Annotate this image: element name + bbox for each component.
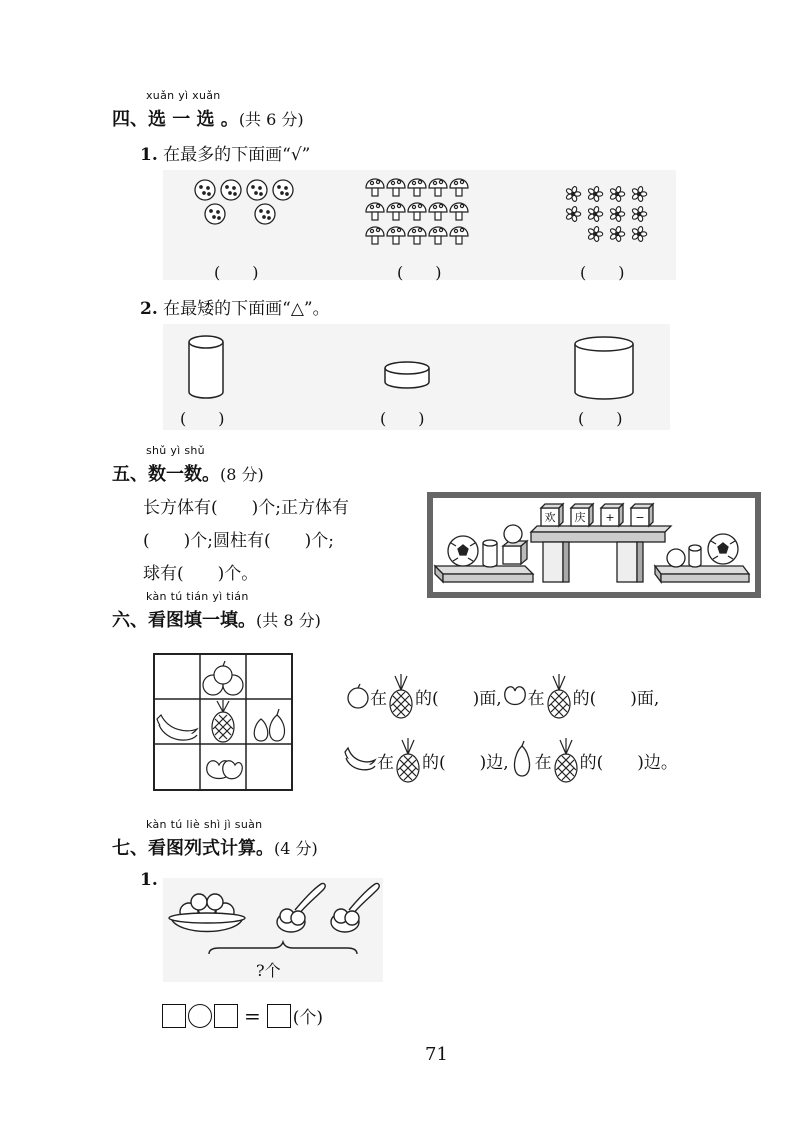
sec5-line-3: 球有( )个。	[143, 564, 259, 584]
answer-box-1[interactable]	[162, 1004, 186, 1028]
q1-blank-3[interactable]: ( )	[580, 263, 625, 282]
soccer-ball-right-icon	[708, 534, 738, 564]
shelf-picture	[433, 498, 755, 592]
sec7-heading	[112, 834, 318, 860]
sec5-heading	[112, 460, 264, 486]
sec4-heading	[112, 105, 304, 131]
sec5-score: (8 分)	[220, 465, 264, 484]
mushroom-icon	[450, 227, 468, 244]
flower-icon	[565, 186, 580, 202]
pear-icon	[509, 740, 535, 780]
flower-icon	[587, 206, 602, 222]
peach-icon	[502, 683, 528, 709]
flower-icon	[609, 206, 624, 222]
sec6-heading	[112, 606, 321, 632]
mushroom-icon	[408, 203, 426, 220]
bowl-with-balls-icon	[169, 894, 245, 932]
tall-cylinder-icon	[189, 336, 223, 398]
block-label-4: −	[635, 511, 645, 524]
sec6-row1-a: 在	[370, 688, 387, 709]
mushroom-icon	[387, 227, 405, 244]
mushroom-icon	[429, 203, 447, 220]
sec6-row2-a: 在	[377, 752, 394, 773]
sec6-pinyin: kàn tú tián yì tián	[146, 590, 249, 603]
sec6-row1-b[interactable]: 的( )面,	[415, 688, 502, 709]
q1-blank-1[interactable]: ( )	[214, 263, 259, 282]
wide-cylinder-icon	[575, 337, 633, 399]
operator-circle[interactable]	[188, 1004, 212, 1028]
q1-blank-2[interactable]: ( )	[397, 263, 442, 282]
flower-group-icon	[565, 186, 646, 242]
sec4-q1	[140, 140, 310, 165]
sec4-q2	[140, 294, 330, 319]
flower-icon	[631, 226, 646, 242]
sec4-q2-text: 在最矮的下面画“△”。	[163, 299, 330, 319]
left-board-icon	[435, 566, 533, 582]
q2-blank-3[interactable]: ( )	[578, 409, 623, 428]
sec6-row-1	[346, 672, 659, 720]
sec7-title: 七、看图列式计算。	[112, 838, 274, 859]
sec6-score: (共 8 分)	[256, 611, 321, 630]
right-board-icon	[655, 566, 749, 582]
sec4-q2-num: 2.	[140, 299, 158, 319]
mushroom-icon	[408, 227, 426, 244]
sec5-pinyin: shǔ yì shǔ	[146, 444, 205, 457]
sec6-title: 六、看图填一填。	[112, 610, 256, 631]
short-cylinder-icon	[385, 362, 429, 388]
mushroom-icon	[429, 227, 447, 244]
banana-icon	[343, 746, 377, 774]
equation-row	[162, 1003, 323, 1028]
block-label-1: 欢	[544, 511, 556, 524]
ball-icon	[667, 549, 685, 567]
apple-icon	[346, 683, 370, 709]
answer-box-2[interactable]	[214, 1004, 238, 1028]
flower-icon	[565, 206, 580, 222]
mushroom-icon	[408, 179, 426, 196]
mushroom-icon	[387, 179, 405, 196]
brace-icon	[209, 942, 357, 954]
sec6-row1-d[interactable]: 的( )面,	[572, 688, 660, 709]
q2-blank-2[interactable]: ( )	[380, 409, 425, 428]
flower-icon	[587, 226, 602, 242]
spoon-ball-1-icon	[277, 883, 325, 932]
pineapple-icon	[552, 736, 580, 784]
page-number: 71	[425, 1044, 448, 1065]
flower-icon	[609, 186, 624, 202]
mushroom-icon	[366, 227, 384, 244]
block-label-3: +	[605, 511, 615, 524]
sec4-q1-num: 1.	[140, 145, 158, 165]
flower-icon	[631, 206, 646, 222]
pineapple-icon	[394, 736, 422, 784]
cube-with-ball-icon	[503, 525, 527, 564]
sec4-title: 四、选 一 选 。	[112, 109, 239, 130]
sec7-q1-num: 1.	[140, 870, 158, 890]
sec4-pinyin: xuǎn yì xuǎn	[146, 89, 221, 102]
small-cylinder-right-icon	[689, 545, 701, 567]
flower-icon	[631, 186, 646, 202]
flower-icon	[587, 186, 602, 202]
sec6-row-2	[343, 736, 678, 784]
brace-label: ?个	[256, 961, 281, 980]
sec4-score: (共 6 分)	[238, 110, 304, 129]
mushroom-icon	[450, 179, 468, 196]
sec5-line-2: ( )个;圆柱有( )个;	[143, 531, 334, 551]
pineapple-icon	[387, 672, 415, 720]
pineapple-icon	[545, 672, 573, 720]
sec5-line-1: 长方体有( )个;正方体有	[143, 498, 349, 518]
soccer-ball-icon	[448, 536, 478, 566]
sec6-row2-c: 在	[534, 752, 552, 773]
mushroom-group-icon	[366, 179, 468, 244]
mushroom-icon	[366, 179, 384, 196]
spoon-ball-2-icon	[331, 883, 379, 932]
sec7-score: (4 分)	[274, 839, 318, 858]
mushroom-icon	[387, 203, 405, 220]
mushroom-icon	[366, 203, 384, 220]
mushroom-icon	[429, 179, 447, 196]
table-icon	[531, 526, 671, 582]
peaches-icon	[207, 761, 243, 779]
flower-icon	[609, 226, 624, 242]
small-cylinder-icon	[483, 540, 497, 567]
sec6-row2-d[interactable]: 的( )边。	[579, 752, 678, 773]
sec5-title: 五、数一数。	[112, 464, 220, 485]
mushroom-icon	[450, 203, 468, 220]
sec7-pinyin: kàn tú liè shì jì suàn	[146, 818, 263, 831]
sec6-row2-b[interactable]: 的( )边,	[422, 752, 509, 773]
fruit-grid	[153, 653, 293, 791]
equals-sign: =	[244, 1003, 261, 1028]
sec4-q1-text: 在最多的下面画“√”	[163, 145, 311, 165]
unit-label: (个)	[292, 1008, 324, 1028]
cookie-group-icon	[195, 180, 293, 224]
block-label-2: 庆	[574, 511, 586, 524]
q2-blank-1[interactable]: ( )	[180, 409, 225, 428]
answer-box-3[interactable]	[267, 1004, 291, 1028]
sec6-row1-c: 在	[527, 688, 545, 709]
